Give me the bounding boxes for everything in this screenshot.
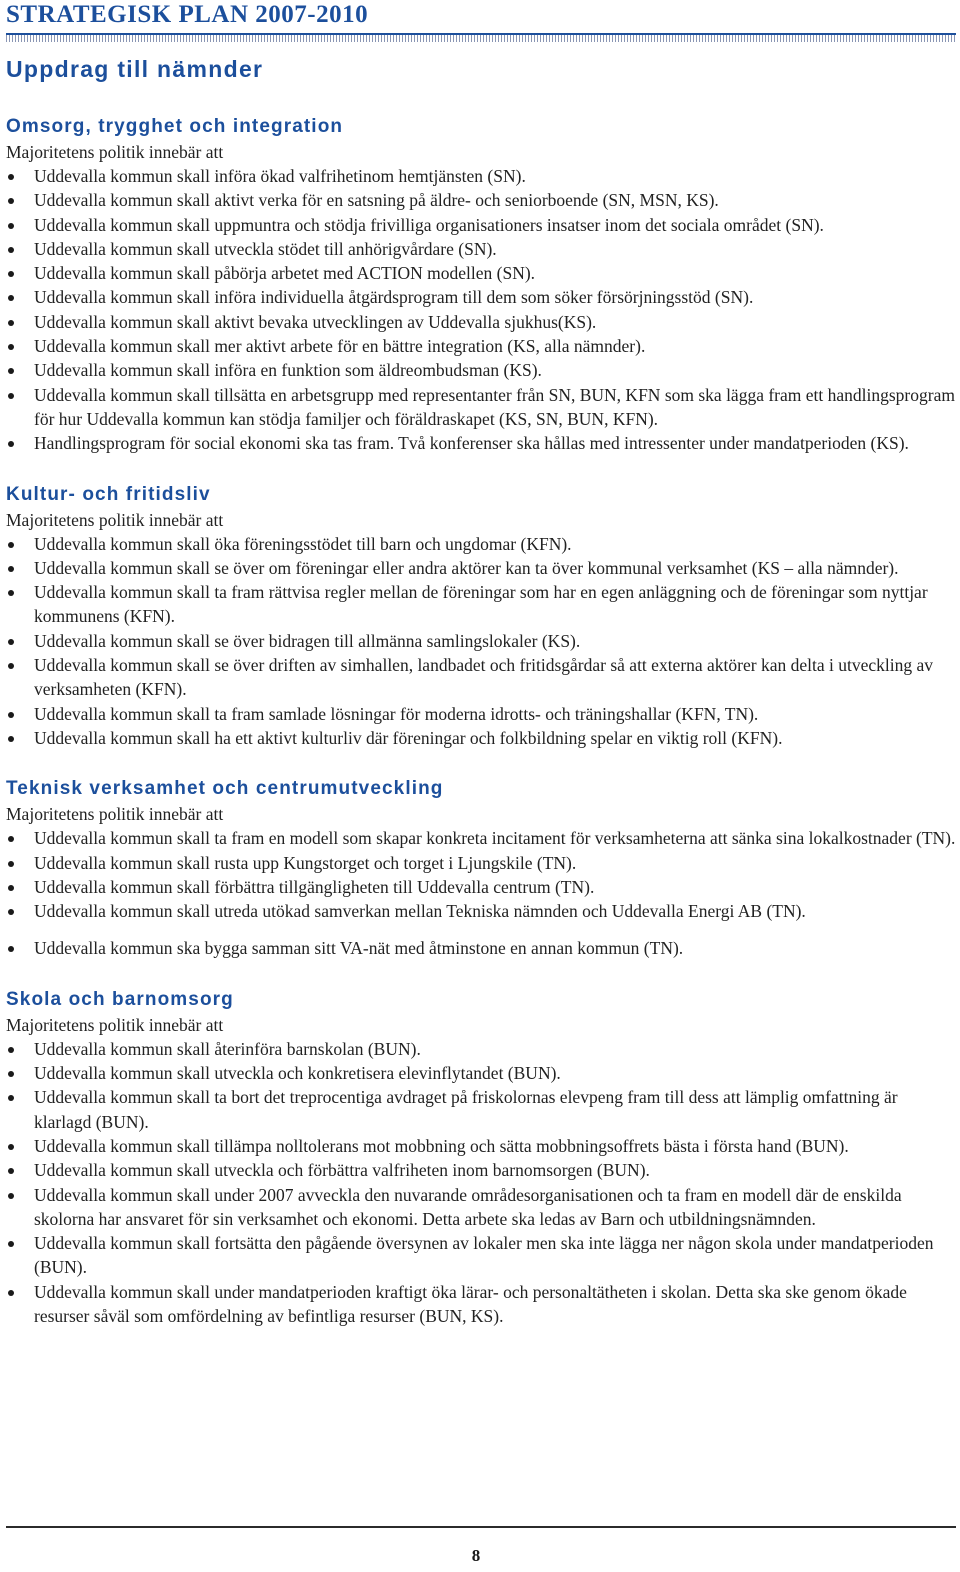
- section-intro: Majoritetens politik innebär att: [6, 509, 224, 530]
- list-item: Handlingsprogram för social ekonomi ska tas fram. Två konferenser ska hållas med intressenter under mandatperioden (KS).: [6, 431, 956, 455]
- list-item: Uddevalla kommun skall se över driften av simhallen, landbadet och fritidsgårdar så att externa aktörer kan delta i utveckling av verksamheten (KFN).: [6, 653, 956, 702]
- section-title: Omsorg, trygghet och integration: [6, 116, 344, 137]
- section-title: Skola och barnomsorg: [6, 988, 234, 1010]
- list-item: Uddevalla kommun skall ha ett aktivt kulturliv där föreningar och folkbildning spelar en viktig roll (KFN).: [6, 726, 956, 750]
- list-item: Uddevalla kommun skall aktivt bevaka utvecklingen av Uddevalla sjukhus(KS).: [6, 310, 956, 334]
- list-item: Uddevalla kommun skall utveckla och konkretisera elevinflytandet (BUN).: [6, 1061, 956, 1085]
- section-teknisk: [6, 776, 956, 960]
- section-title: Teknisk verksamhet och centrumutveckling: [6, 778, 444, 800]
- section-intro: Majoritetens politik innebär att: [6, 142, 224, 162]
- list-item: Uddevalla kommun skall öka föreningsstödet till barn och ungdomar (KFN).: [6, 532, 956, 556]
- bullet-list: [6, 826, 956, 960]
- section-intro: Majoritetens politik innebär att: [6, 804, 224, 825]
- list-item: Uddevalla kommun skall se över bidragen till allmänna samlingslokaler (KS).: [6, 629, 956, 653]
- list-item: Uddevalla kommun skall påbörja arbetet med ACTION modellen (SN).: [6, 261, 956, 285]
- list-item: Uddevalla kommun skall förbättra tillgängligheten till Uddevalla centrum (TN).: [6, 875, 956, 899]
- list-item: Uddevalla kommun skall mer aktivt arbete för en bättre integration (KS, alla nämnder).: [6, 334, 956, 358]
- section-title: Kultur- och fritidsliv: [6, 483, 211, 505]
- document-header: [6, 0, 956, 42]
- list-item: Uddevalla kommun skall under mandatperioden kraftigt öka lärar- och personaltätheten i skolan. Detta ska ske genom ökade resurser såväl som omfördelning av befintliga resurser (BUN, KS).: [6, 1280, 956, 1329]
- document-body: [6, 114, 956, 1328]
- list-item: Uddevalla kommun skall ta bort det treprocentiga avdraget på friskolornas elevpeng fram till dess att lämplig omfattning är klarlagd (BUN).: [6, 1085, 956, 1134]
- footer-rule: [6, 1526, 956, 1528]
- section-intro: Majoritetens politik innebär att: [6, 1014, 224, 1035]
- document-title: STRATEGISK PLAN 2007-2010: [6, 1, 369, 28]
- section-kultur: [6, 482, 956, 751]
- list-item: Uddevalla kommun skall rusta upp Kungstorget och torget i Ljungskile (TN).: [6, 851, 956, 875]
- bullet-list: [6, 532, 956, 751]
- list-item: Uddevalla kommun ska bygga samman sitt VA-nät med åtminstone en annan kommun (TN).: [6, 936, 956, 960]
- page-number: 8: [471, 1546, 481, 1565]
- list-item: Uddevalla kommun skall ta fram samlade lösningar för moderna idrotts- och träningshallar (KFN, TN).: [6, 702, 956, 726]
- list-item: Uddevalla kommun skall tillämpa nolltolerans mot mobbning och sätta mobbningsoffrets bästa i första hand (BUN).: [6, 1134, 956, 1158]
- list-item: Uddevalla kommun skall se över om föreningar eller andra aktörer kan ta över kommunal verksamhet (KS – alla nämnder).: [6, 556, 956, 580]
- bullet-list: [6, 164, 956, 456]
- list-item: Uddevalla kommun skall under 2007 avveckla den nuvarande områdesorganisationen och ta fram en modell där de enskilda skolorna har ansvaret för sin verksamhet och ekonomi. Detta arbete ska ledas av Barn och utbildningsnämnden.: [6, 1183, 956, 1232]
- list-item: Uddevalla kommun skall utveckla och förbättra valfriheten inom barnomsorgen (BUN).: [6, 1158, 956, 1182]
- list-item: Uddevalla kommun skall återinföra barnskolan (BUN).: [6, 1037, 956, 1061]
- list-item: Uddevalla kommun skall införa individuella åtgärdsprogram till dem som söker försörjningsstöd (SN).: [6, 285, 956, 309]
- list-item: Uddevalla kommun skall fortsätta den pågående översynen av lokaler men ska inte lägga ner någon skola under mandatperioden (BUN).: [6, 1231, 956, 1280]
- page-heading: Uppdrag till nämnder: [6, 56, 264, 82]
- header-rule: [6, 33, 956, 42]
- bullet-list: [6, 1037, 956, 1329]
- list-item: Uddevalla kommun skall utveckla stödet till anhörigvårdare (SN).: [6, 237, 956, 261]
- list-item: Uddevalla kommun skall införa en funktion som äldreombudsman (KS).: [6, 358, 956, 382]
- list-item: Uddevalla kommun skall utreda utökad samverkan mellan Tekniska nämnden och Uddevalla Energi AB (TN).: [6, 899, 956, 923]
- list-item: Uddevalla kommun skall införa ökad valfrihetinom hemtjänsten (SN).: [6, 164, 956, 188]
- list-item: Uddevalla kommun skall ta fram rättvisa regler mellan de föreningar som har en egen anläggning och de föreningar som nyttjar kommunens (KFN).: [6, 580, 956, 629]
- list-item: Uddevalla kommun skall ta fram en modell som skapar konkreta incitament för verksamheterna att sänka sina lokalkostnader (TN).: [6, 826, 956, 850]
- list-item: Uddevalla kommun skall tillsätta en arbetsgrupp med representanter från SN, BUN, KFN som ska lägga fram ett handlingsprogram för hur Uddevalla kommun kan stödja familjer och föräldraskapet (KS, SN, BUN, KFN).: [6, 383, 956, 432]
- list-item: Uddevalla kommun skall uppmuntra och stödja frivilliga organisationers insatser inom det sociala området (SN).: [6, 213, 956, 237]
- section-omsorg: [6, 114, 956, 456]
- section-skola: [6, 987, 956, 1329]
- list-item: Uddevalla kommun skall aktivt verka för en satsning på äldre- och seniorboende (SN, MSN, KS).: [6, 188, 956, 212]
